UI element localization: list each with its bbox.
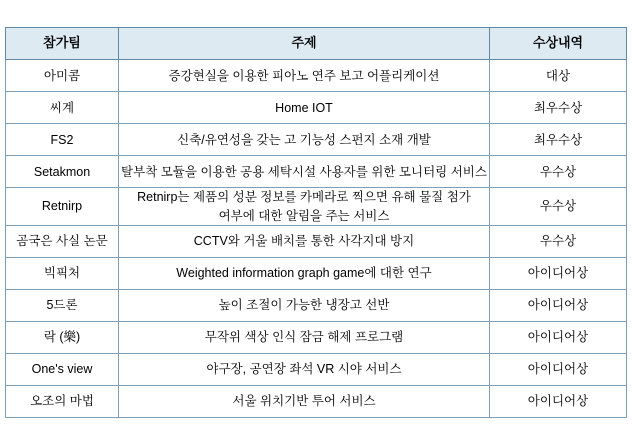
- cell-award: 아이디어상: [490, 257, 627, 289]
- cell-team: 빅픽처: [6, 257, 119, 289]
- table-row: [6, 156, 627, 188]
- cell-topic: CCTV와 거울 배치를 통한 사각지대 방지: [119, 225, 490, 257]
- award-results-table: [5, 27, 627, 417]
- table-header: [6, 28, 627, 60]
- cell-award: 우수상: [490, 188, 627, 225]
- cell-team: Retnirp: [6, 188, 119, 225]
- cell-team: 아미콤: [6, 60, 119, 92]
- cell-topic: 높이 조절이 가능한 냉장고 선반: [119, 289, 490, 321]
- cell-team: FS2: [6, 124, 119, 156]
- cell-award: 아이디어상: [490, 289, 627, 321]
- cell-topic: 탈부착 모듈을 이용한 공용 세탁시설 사용자를 위한 모니터링 서비스: [119, 156, 490, 188]
- cell-award: 아이디어상: [490, 321, 627, 353]
- cell-team: One's view: [6, 353, 119, 385]
- cell-team: 곰국은 사실 논문: [6, 225, 119, 257]
- cell-topic: 신축/유연성을 갖는 고 기능성 스펀지 소재 개발: [119, 124, 490, 156]
- table-row: [6, 257, 627, 289]
- table-row: [6, 289, 627, 321]
- cell-topic: 무작위 색상 인식 잠금 해제 프로그램: [119, 321, 490, 353]
- cell-team: Setakmon: [6, 156, 119, 188]
- table-row: [6, 60, 627, 92]
- cell-award: 최우수상: [490, 92, 627, 124]
- table-body: [6, 60, 627, 417]
- cell-team: 씨계: [6, 92, 119, 124]
- cell-topic: [119, 188, 490, 225]
- cell-topic-line1: Retnirp는 제품의 성분 정보를 카메라로 찍으면 유해 물질 첨가: [137, 190, 471, 205]
- table-header-row: [6, 28, 627, 60]
- cell-award: 아이디어상: [490, 353, 627, 385]
- cell-team: 락 (樂): [6, 321, 119, 353]
- cell-topic: 증강현실을 이용한 피아노 연주 보고 어플리케이션: [119, 60, 490, 92]
- cell-team: 5드론: [6, 289, 119, 321]
- cell-award: 우수상: [490, 225, 627, 257]
- cell-award: 최우수상: [490, 124, 627, 156]
- column-header-team: 참가팀: [6, 28, 119, 60]
- cell-award: 아이디어상: [490, 385, 627, 417]
- cell-topic: Home IOT: [119, 92, 490, 124]
- table-row: [6, 353, 627, 385]
- cell-award: 대상: [490, 60, 627, 92]
- cell-topic-line2: 여부에 대한 알림을 주는 서비스: [218, 208, 390, 223]
- table-row: [6, 124, 627, 156]
- cell-award: 우수상: [490, 156, 627, 188]
- cell-topic: 야구장, 공연장 좌석 VR 시야 서비스: [119, 353, 490, 385]
- table-row: [6, 321, 627, 353]
- cell-topic: Weighted information graph game에 대한 연구: [119, 257, 490, 289]
- cell-topic: 서울 위치기반 투어 서비스: [119, 385, 490, 417]
- table-row: [6, 225, 627, 257]
- cell-team: 오조의 마법: [6, 385, 119, 417]
- column-header-topic: 주제: [119, 28, 490, 60]
- column-header-award: 수상내역: [490, 28, 627, 60]
- table-row: [6, 385, 627, 417]
- table-row: [6, 188, 627, 225]
- table-row: [6, 92, 627, 124]
